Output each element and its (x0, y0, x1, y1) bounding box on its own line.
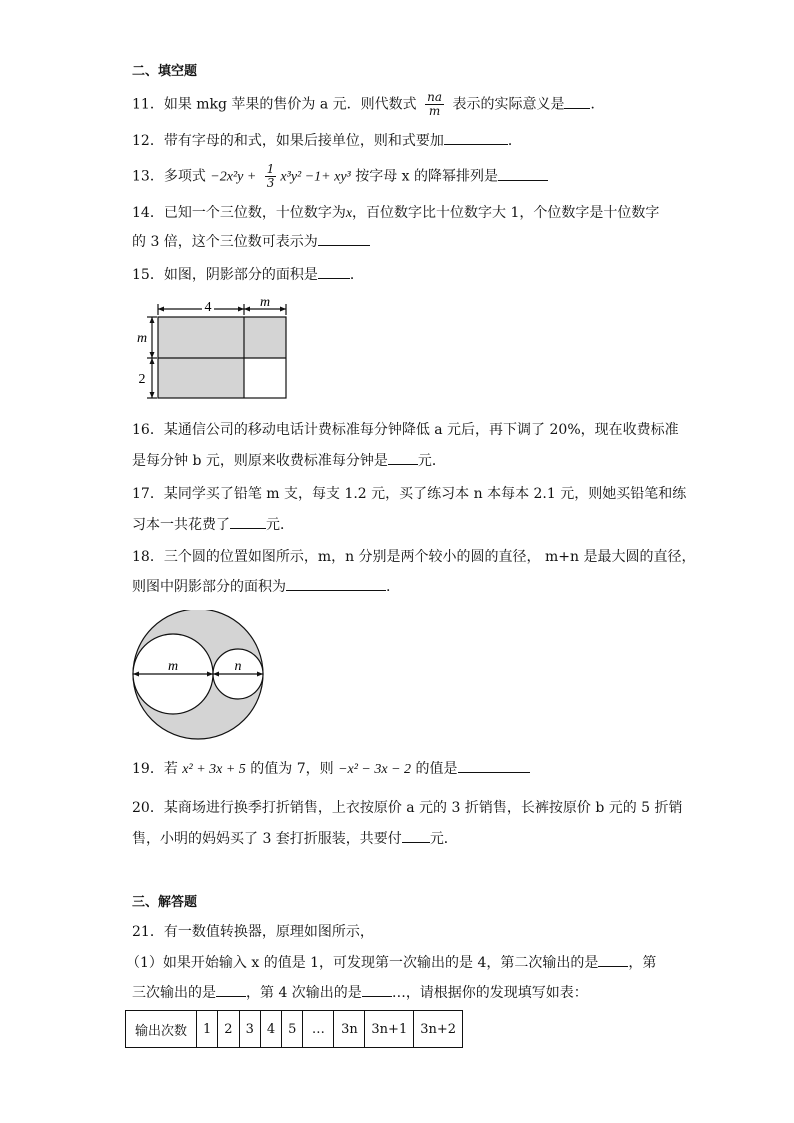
question-20-line-2: 售，小明的妈妈买了 3 套打折服装，共要付 元． (132, 828, 458, 849)
q11-answer-blank[interactable] (564, 94, 590, 109)
question-21-line-2: （1）如果开始输入 x 的值是 1，可发现第一次输出的是 4，第二次输出的是 ，第 (126, 952, 656, 973)
table-cell[interactable]: 3 (239, 1011, 260, 1048)
q21-blank-second-output[interactable] (598, 952, 628, 967)
question-14-line-2: 的 3 倍，这个三位数可表示为 (132, 231, 370, 252)
question-20-line-1: 20．某商场进行换季打折销售，上衣按原价 a 元的 3 折销售，长裤按原价 b 元的 5 折销 (132, 800, 683, 816)
question-15: 15．如图，阴影部分的面积是 ． (132, 264, 364, 285)
shaded-region-bottom-left (158, 358, 244, 398)
section-heading-solutions: 三、解答题 (132, 895, 198, 910)
q13-expr-a: −2x²y + (210, 169, 257, 185)
q13-expr-b: x³y² −1+ xy³ (280, 169, 351, 185)
q11-fraction: $\frac{na}{m}$ (427, 90, 443, 118)
question-18-line-1: 18．三个圆的位置如图所示，m，n 分别是两个较小的圆的直径， m+n 是最大圆的直径， (132, 549, 696, 565)
label-4: 4 (204, 300, 212, 315)
question-21-line-3: 三次输出的是 ，第 4 次输出的是 …，请根据你的发现填写如表： (132, 982, 588, 1003)
question-21-line-1: 21．有一数值转换器，原理如图所示， (132, 924, 374, 940)
question-18-line-2: 则图中阴影部分的面积为 . (132, 576, 390, 597)
label-n: n (234, 659, 242, 674)
q21-blank-third-output[interactable] (216, 982, 246, 997)
q14-variable: x (345, 206, 353, 221)
shaded-region-top-right (244, 317, 286, 358)
q15-answer-blank[interactable] (318, 264, 350, 279)
table-cell[interactable]: 4 (260, 1011, 281, 1048)
shaded-region-top-left (158, 317, 244, 358)
table-row (126, 1011, 463, 1048)
question-14-line-1: 14．已知一个三位数，十位数字为x，百位数字比十位数字大 1，个位数字是十位数字 (132, 205, 660, 221)
question-12: 12．带有字母的和式，如果后接单位，则和式要加 ． (132, 130, 522, 151)
q18-circles-figure (130, 610, 270, 740)
question-13 (132, 163, 548, 190)
question-11: 11．如果 mkg 苹果的售价为 a 元．则代数式 $\frac{na}{m}$ 表示的实际意义是 ． (132, 90, 605, 118)
q19-answer-blank[interactable] (458, 758, 530, 773)
table-cell[interactable]: 5 (282, 1011, 303, 1048)
label-m-top: m (259, 295, 271, 310)
table-cell[interactable]: 1 (197, 1011, 218, 1048)
question-19: 19．若 x² + 3x + 5 的值为 7，则 −x² − 3x − 2 的值是 (132, 758, 530, 780)
table-cell[interactable]: 3n+1 (365, 1011, 414, 1048)
q19-expression-2: −x² − 3x − 2 (338, 762, 412, 777)
label-m-side: m (136, 331, 148, 346)
q21-blank-fourth-output[interactable] (362, 982, 392, 997)
label-2-side: 2 (138, 372, 146, 387)
label-m: m (167, 659, 179, 674)
table-header-cell: 输出次数 (126, 1011, 197, 1048)
table-cell[interactable]: 3n+2 (414, 1011, 463, 1048)
question-17-line-2: 习本一共花费了 元． (132, 514, 294, 535)
q14-answer-blank[interactable] (318, 231, 370, 246)
q13-answer-blank[interactable] (498, 166, 548, 181)
question-16-line-1: 16．某通信公司的移动电话计费标准每分钟降低 a 元后，再下调了 20%，现在收费标准 (132, 422, 679, 438)
q11-text-2: 表示的实际意义是 (452, 96, 565, 113)
output-count-table (125, 1010, 463, 1048)
question-17-line-1: 17．某同学买了铅笔 m 支，每支 1.2 元，买了练习本 n 本每本 2.1 元，则她买铅笔和练 (132, 486, 687, 502)
q13-text-2: 按字母 x 的降幂排列是 (355, 168, 498, 185)
q13-text: 13．多项式 (132, 168, 206, 185)
section-heading-fill-blank: 二、填空题 (132, 64, 198, 79)
q12-answer-blank[interactable] (444, 130, 508, 145)
q19-expression-1: x² + 3x + 5 (182, 762, 246, 777)
question-16-line-2: 是每分钟 b 元，则原来收费标准每分钟是 元． (132, 450, 446, 471)
table-cell[interactable]: … (303, 1011, 334, 1048)
unshaded-region (244, 358, 286, 398)
table-cell[interactable]: 3n (334, 1011, 365, 1048)
q18-answer-blank[interactable] (286, 576, 386, 591)
q12-text: 12．带有字母的和式，如果后接单位，则和式要加 (132, 133, 444, 149)
q11-text: 11．如果 mkg 苹果的售价为 a 元．则代数式 (132, 96, 417, 113)
q20-answer-blank[interactable] (402, 828, 430, 843)
table-cell[interactable]: 2 (218, 1011, 239, 1048)
q13-fraction: $\frac{1}{3}$ (266, 162, 275, 190)
q16-answer-blank[interactable] (388, 450, 418, 465)
q15-rectangle-figure (130, 295, 300, 410)
q17-answer-blank[interactable] (230, 514, 266, 529)
